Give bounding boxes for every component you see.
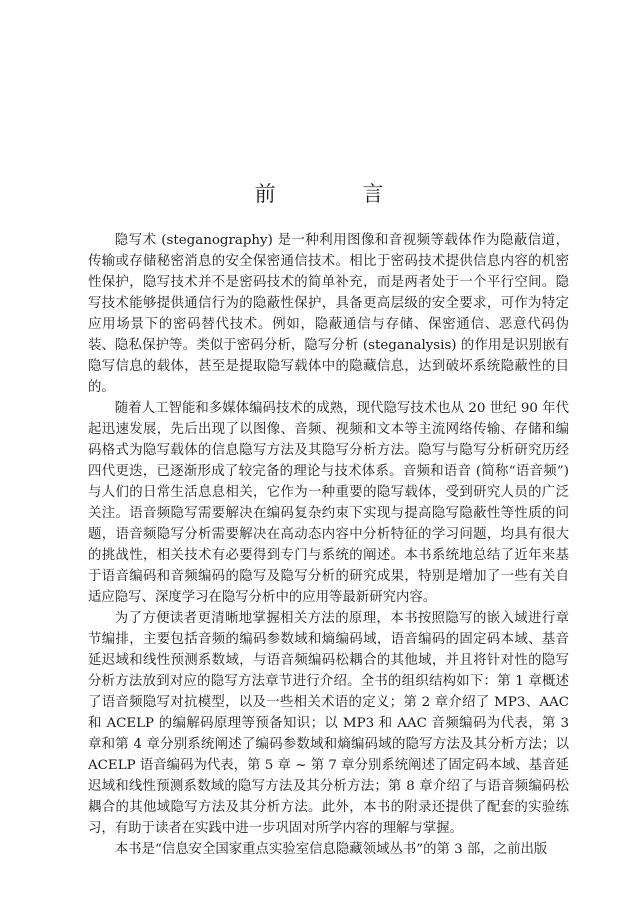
preface-body <box>88 230 569 860</box>
paragraph: 为了方便读者更清晰地掌握相关方法的原理，本书按照隐写的嵌入域进行章节编排，主要包括音频的编码参数域和熵编码域，语音编码的固定码本域、基音延迟域和线性预测系数域，与语音频编码松耦合的其他域，并且将针对性的隐写分析方法放到对应的隐写方法章节进行介绍。全书的组织结构如下：第 1 章概述了语音频隐写对抗模型，以及一些相关术语的定义；第 2 章介绍了 MP3、AAC 和 ACELP 的编解码原理等预备知识；以 MP3 和 AAC 音频编码为代表，第 3 章和第 4 章分别系统阐述了编码参数域和熵编码域的隐写方法及其分析方法；以 ACELP 语音编码为代表，第 5 章 ~ 第 7 章分别系统阐述了固定码本域、基音延迟域和线性预测系数域的隐写方法及其分析方法；第 8 章介绍了与语音频编码松耦合的其他域隐写方法及其分析方法。此外，本书的附录还提供了配套的实验练习，有助于读者在实践中进一步巩固对所学内容的理解与掌握。 <box>88 611 569 836</box>
paragraph: 隐写术 (steganography) 是一种利用图像和音视频等载体作为隐蔽信道，传输或存储秘密消息的安全保密通信技术。相比于密码技术提供信息内容的机密性保护，隐写技术并不是密码技术的简单补充，而是两者处于一个平行空间。隐写技术能够提供通信行为的隐蔽性保护，具备更高层级的安全要求，可作为特定应用场景下的密码替代技术。例如，隐蔽通信与存储、保密通信、恶意代码伪装、隐私保护等。类似于密码分析，隐写分析 (steganalysis) 的作用是识别嵌有隐写信息的载体，甚至是提取隐写载体中的隐藏信息，达到破坏系统隐蔽性的目的。 <box>88 233 569 395</box>
paragraph: 本书是“信息安全国家重点实验室信息隐藏领域丛书”的第 3 部，之前出版 <box>114 842 548 857</box>
paragraph: 随着人工智能和多媒体编码技术的成熟，现代隐写技术也从 20 世纪 90 年代起迅速发展，先后出现了以图像、音频、视频和文本等主流网络传输、存储和编码格式为隐写载体的信息隐写方法及其隐写分析方法。隐写与隐写分析研究历经四代更迭，已逐渐形成了较完备的理论与技术体系。音频和语音 (简称“语音频”) 与人们的日常生活息息相关，它作为一种重要的隐写载体，受到研究人员的广泛关注。语音频隐写需要解决在编码复杂约束下实现与提高隐写隐蔽性等性质的问题，语音频隐写分析需要解决在高动态内容中分析特征的学习问题，均具有很大的挑战性，相关技术有必要得到专门与系统的阐述。本书系统地总结了近年来基于语音编码和音频编码的隐写及隐写分析的研究成果，特别是增加了一些有关自适应隐写、深度学习在隐写分析中的应用等最新研究内容。 <box>88 401 569 605</box>
preface-heading: 前 言 <box>254 182 424 206</box>
